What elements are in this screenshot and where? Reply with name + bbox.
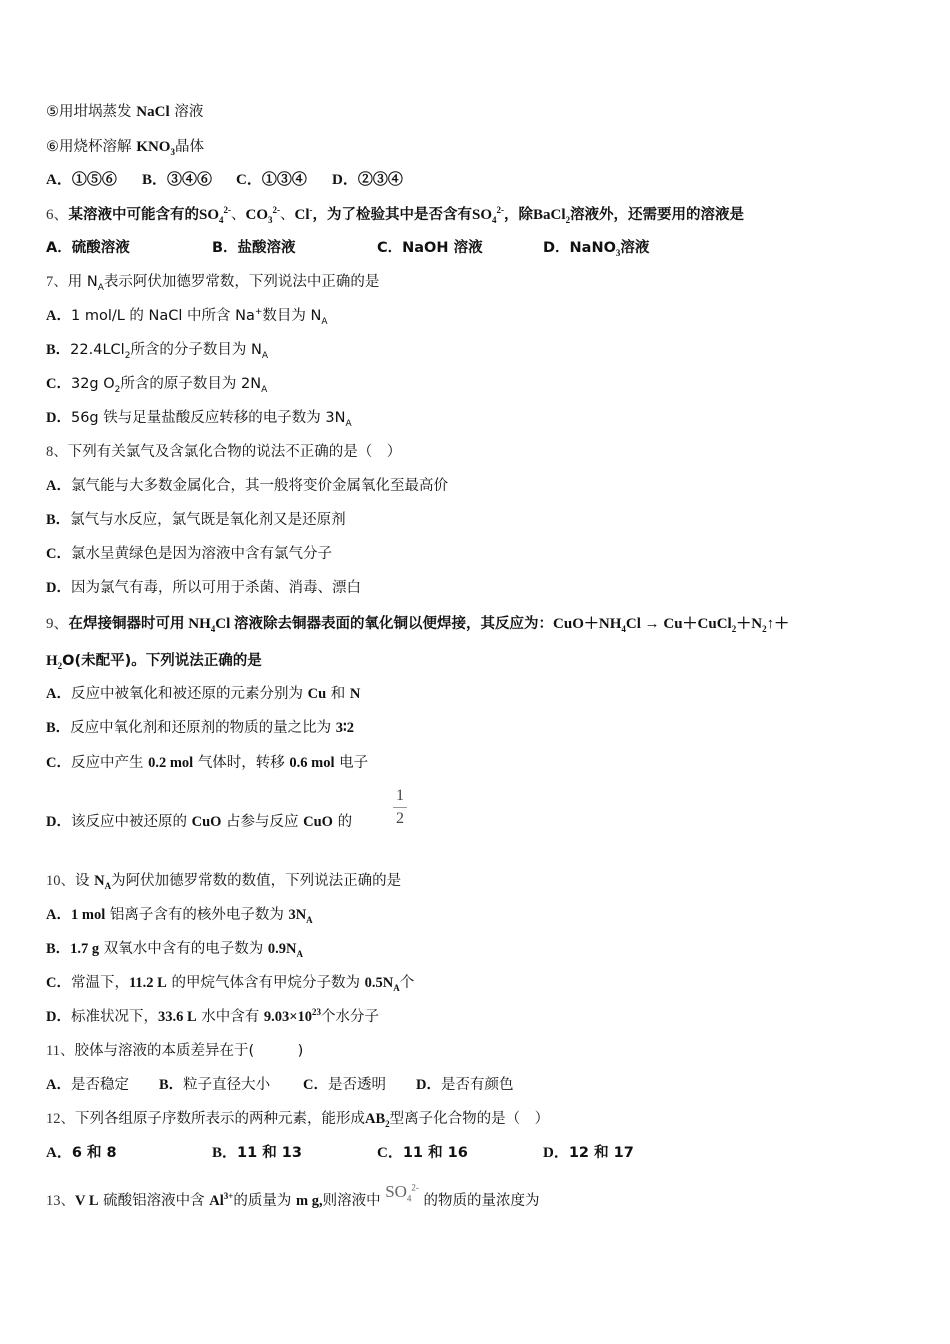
option-c[interactable]: C．11 和 16	[377, 1145, 468, 1161]
question-7-option-b[interactable]: B．22.4LCl$_2$所含的分子数目为 $N_A$	[46, 342, 269, 361]
question-10-option-c[interactable]: C．常温下，11.2 L 的甲烷气体含有甲烷分子数为 $0.5N_A$个	[46, 975, 415, 993]
q5-item-6	[46, 136, 204, 157]
question-13-stem: 13、V L 硫酸铝溶液中含 $Al^{3+}$的质量为 m g,则溶液中 $SO_4^{2-}$ 的物质的量浓度为	[46, 1182, 540, 1209]
option-a[interactable]: A．是否稳定	[46, 1077, 129, 1093]
question-12-stem: 12、下列各组原子序数所表示的两种元素，能形成$AB_2$型离子化合物的是（ ）	[46, 1111, 550, 1129]
question-11-stem: 11、胶体与溶液的本质差异在于( )	[46, 1043, 304, 1059]
chem-formula: $KNO_3$	[136, 139, 175, 157]
question-10-option-d[interactable]: D．标准状况下，33.6 L 水中含有 $9.03\times 10^{23}$个水分子	[46, 1007, 380, 1025]
question-8-option-a[interactable]: A．氯气能与大多数金属化合，其一般将变价金属氧化至最高价	[46, 478, 448, 494]
question-9-option-a[interactable]: A．反应中被氧化和被还原的元素分别为 Cu 和 N	[46, 686, 361, 702]
question-9-option-b[interactable]: B．反应中氧化剂和还原剂的物质的量之比为 3∶2	[46, 720, 355, 736]
chem-formula: NaCl	[136, 104, 170, 120]
question-10-stem: 10、设 $N_A$为阿伏加德罗常数的数值，下列说法正确的是	[46, 873, 402, 891]
option-d[interactable]: D．是否有颜色	[416, 1077, 514, 1093]
text: 晶体	[174, 139, 204, 155]
question-7-stem: 7、用 $N_A$表示阿伏加德罗常数，下列说法中正确的是	[46, 274, 380, 293]
question-7-option-c[interactable]: C．32g $O_2$所含的原子数目为 $2N_A$	[46, 376, 268, 395]
circled-number: ⑤	[46, 104, 59, 120]
text: 溶液	[174, 104, 204, 120]
question-6-stem: 6、某溶液中可能含有的$SO_4^{2-}$、$CO_3^{2-}$、Cl-，为了检验其中是否含有$SO_4^{2-}$，除BaCl$_2$溶液外，还需要用的溶液是	[46, 205, 745, 225]
option-c[interactable]: C．①③④	[236, 172, 307, 188]
question-number: 6、	[46, 207, 69, 223]
option-c[interactable]: C．NaOH 溶液	[377, 240, 483, 256]
option-d[interactable]: D．②③④	[332, 172, 403, 188]
option-a[interactable]: A．①⑤⑥	[46, 172, 117, 188]
option-a[interactable]: A．硫酸溶液	[46, 240, 130, 256]
question-9-stem-line2: $H_2O$(未配平)。下列说法正确的是	[46, 653, 262, 671]
question-9-stem-line1: 9、在焊接铜器时可用 $NH_4Cl$ 溶液除去铜器表面的氧化铜以便焊接，其反应为：$CuO+NH_4Cl$ → $Cu+CuCl_2+N_2↑+$	[46, 616, 790, 634]
question-9-option-c[interactable]: C．反应中产生 0.2 mol 气体时，转移 0.6 mol 电子	[46, 755, 369, 771]
option-d[interactable]: D．12 和 17	[543, 1145, 634, 1161]
question-10-option-b[interactable]: B．1.7 g 双氧水中含有的电子数为 $0.9N_A$	[46, 941, 303, 959]
text: 用烧杯溶解	[59, 139, 132, 155]
option-d[interactable]: D．NaNO$_3$溶液	[543, 240, 650, 258]
option-b[interactable]: B．粒子直径大小	[159, 1077, 271, 1093]
option-b[interactable]: B．盐酸溶液	[212, 240, 296, 256]
question-7-option-a[interactable]: A．1 mol/L 的 NaCl 中所含 Na+数目为 $N_A$	[46, 307, 328, 327]
sulfate-ion-formula: $SO_4^{2-}$	[385, 1182, 419, 1204]
question-7-option-d[interactable]: D．56g 铁与足量盐酸反应转移的电子数为 $3N_A$	[46, 410, 352, 429]
q5-item-5	[46, 101, 203, 122]
option-c[interactable]: C．是否透明	[303, 1077, 386, 1093]
fraction-one-half: 1 2	[393, 787, 407, 828]
question-8-option-c[interactable]: C．氯水呈黄绿色是因为溶液中含有氯气分子	[46, 546, 332, 562]
option-a[interactable]: A．6 和 8	[46, 1145, 117, 1161]
text: 用坩埚蒸发	[59, 104, 132, 120]
circled-number: ⑥	[46, 139, 59, 155]
question-9-option-d[interactable]: D．该反应中被还原的 CuO 占参与反应 CuO 的	[46, 814, 353, 830]
question-8-option-d[interactable]: D．因为氯气有毒，所以可用于杀菌、消毒、漂白	[46, 580, 361, 596]
question-10-option-a[interactable]: A．1 mol 铝离子含有的核外电子数为 $3N_A$	[46, 907, 313, 925]
question-8-option-b[interactable]: B．氯气与水反应，氯气既是氧化剂又是还原剂	[46, 512, 346, 528]
option-b[interactable]: B．③④⑥	[142, 172, 213, 188]
question-number: 7、	[46, 274, 68, 290]
option-b[interactable]: B．11 和 13	[212, 1145, 302, 1161]
question-8-stem: 8、下列有关氯气及含氯化合物的说法不正确的是（ ）	[46, 444, 402, 460]
